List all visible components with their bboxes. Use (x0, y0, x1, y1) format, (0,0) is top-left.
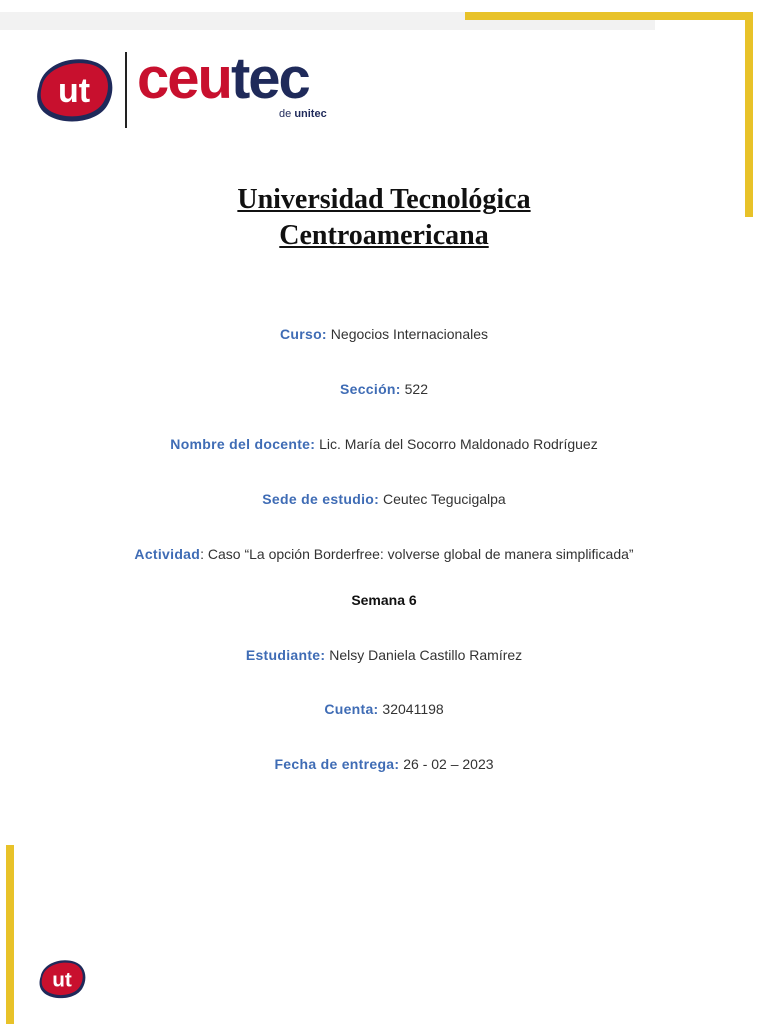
page-title (0, 182, 768, 254)
brand-name-part1: ceu (137, 46, 231, 111)
field-value: Lic. María del Socorro Maldonado Rodríguez (315, 436, 598, 452)
ut-badge-footer-icon (37, 958, 87, 1000)
svg-text:ut: ut (57, 72, 91, 110)
logo-divider (125, 52, 127, 128)
field-value: : Caso “La opción Borderfree: volverse global de manera simplificada” (200, 546, 634, 562)
field-actividad (130, 546, 638, 563)
semana-label: Semana 6 (351, 592, 417, 608)
field-value: Ceutec Tegucigalpa (379, 491, 506, 507)
field-label: Fecha de entrega: (274, 756, 400, 772)
field-sede (130, 491, 638, 508)
field-cuenta (130, 701, 638, 718)
field-value: 522 (400, 381, 428, 397)
field-value: Negocios Internacionales (326, 326, 489, 342)
brand-wordmark (137, 48, 309, 110)
field-label: Estudiante: (245, 647, 326, 663)
brand-name-part2: tec (230, 46, 309, 111)
field-label: Actividad (134, 546, 201, 562)
field-curso (130, 326, 638, 343)
field-seccion (130, 381, 638, 398)
title-line-1: Universidad Tecnológica (237, 184, 531, 215)
field-estudiante (130, 647, 638, 664)
field-label: Nombre del docente: (170, 436, 316, 452)
title-line-2: Centroamericana (279, 220, 489, 251)
field-fecha (130, 756, 638, 773)
field-label: Curso: (279, 326, 327, 342)
field-docente (130, 436, 638, 453)
ut-badge-icon (33, 56, 115, 124)
brand-subtitle-name: unitec (294, 108, 327, 120)
svg-text:ut: ut (52, 968, 72, 992)
field-label: Sede de estudio: (262, 491, 380, 507)
brand-subtitle (279, 108, 327, 120)
gold-accent-top (465, 12, 753, 20)
brand-subtitle-prefix: de (279, 108, 292, 120)
field-label: Sección: (339, 381, 401, 397)
field-value: 32041198 (378, 701, 444, 717)
field-value: 26 - 02 – 2023 (399, 756, 494, 772)
field-value: Nelsy Daniela Castillo Ramírez (325, 647, 523, 663)
field-label: Cuenta: (324, 701, 379, 717)
gold-accent-left (6, 845, 14, 1024)
